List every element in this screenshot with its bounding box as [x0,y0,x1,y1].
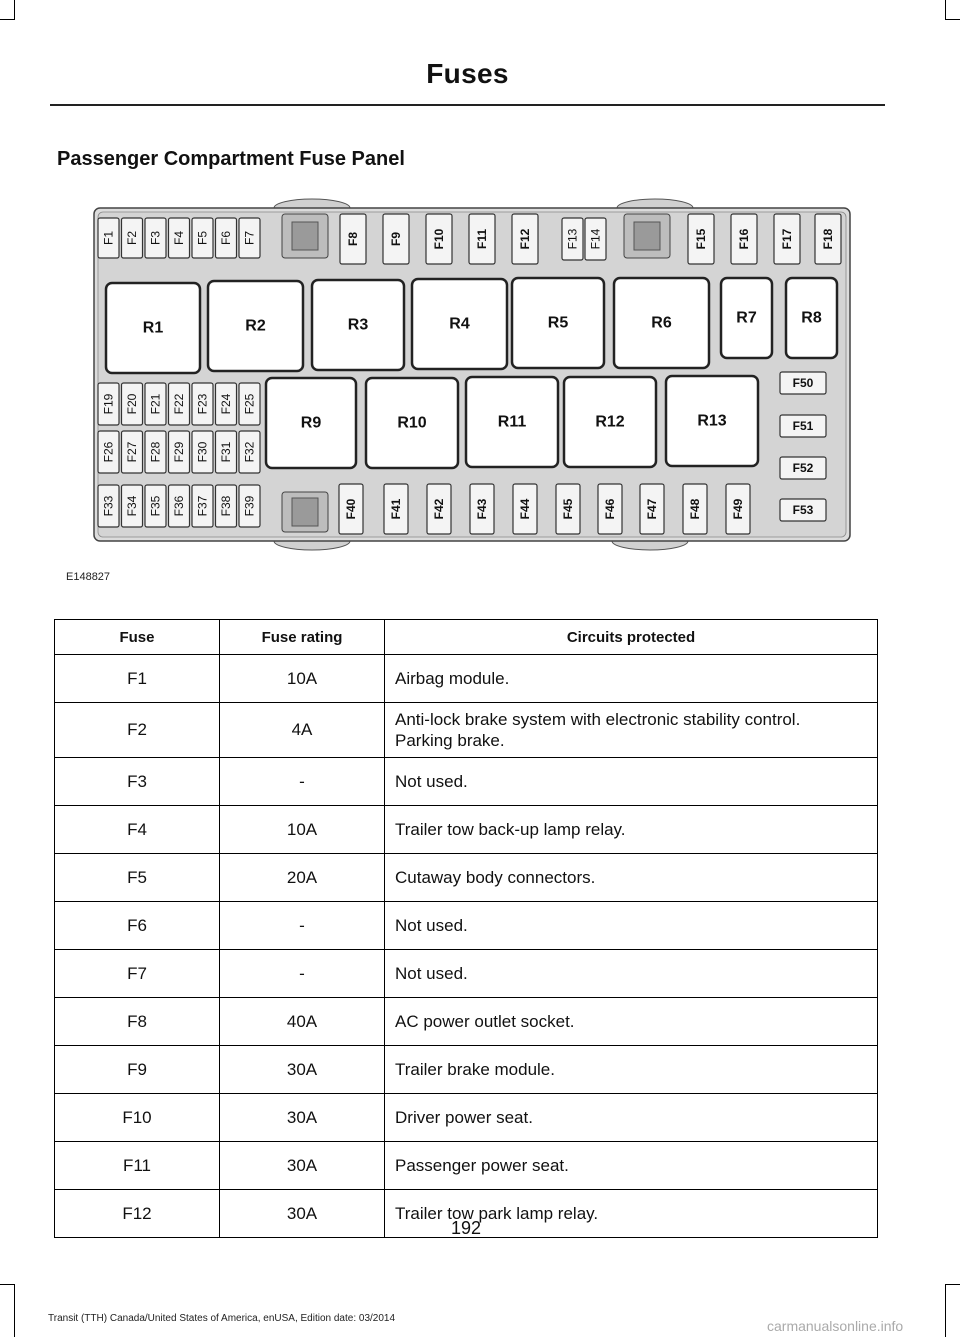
fuse-label: F3 [148,230,163,246]
relay-label: R10 [397,414,427,432]
fuse-label: F8 [346,231,360,247]
table-row [55,1046,878,1094]
relay-label: R2 [245,317,266,335]
circuits-cell [385,1046,878,1094]
fuse-label: F6 [219,230,233,246]
fuse-label: F51 [792,419,814,433]
relay-label: R9 [300,414,322,432]
fuse-label: F53 [792,503,814,517]
fuse-label: F12 [518,228,532,250]
fuse-label: F10 [432,228,446,250]
rating-cell: 30A [220,1142,385,1190]
fuse-label: F9 [389,231,403,247]
fuse-label: F14 [588,228,603,250]
fuse-label: F11 [475,228,489,250]
fuse-label: F7 [242,230,257,246]
fuse-cell: F8 [55,998,220,1046]
relay-label: R8 [801,309,822,327]
rating-cell: 20A [220,854,385,902]
fuse-cell: F12 [55,1190,220,1238]
fuse-label: F42 [432,498,446,520]
column-header-fuse-rating: Fuse rating [220,620,385,655]
column-header-circuits-protected: Circuits protected [385,620,878,655]
circuit-text: Not used. [395,964,468,983]
fuse-label: F29 [172,441,186,463]
fuse-label: F41 [389,498,403,520]
fuse-label: F36 [172,495,186,517]
table-row [55,655,878,703]
circuits-cell [385,950,878,998]
fuse-label: F4 [172,230,186,246]
table-row [55,703,878,758]
fuse-label: F45 [561,498,575,520]
fuse-label: F32 [242,441,257,463]
fuse-label: F13 [565,228,580,250]
relay-label: R11 [497,413,527,431]
relay-label: R4 [449,315,470,333]
table-row [55,998,878,1046]
table-row [55,1094,878,1142]
fuse-label: F46 [603,498,617,520]
fuse-cell: F5 [55,854,220,902]
fuse-label: F52 [792,461,814,475]
fuse-label: F25 [242,393,257,415]
fuse-label: F15 [694,228,708,250]
fuse-label: F35 [148,495,163,517]
circuit-text: Passenger power seat. [395,1156,569,1175]
fuse-label: F50 [792,376,814,390]
table-row [55,1142,878,1190]
relay-label: R12 [595,413,625,431]
fuse-label: F30 [195,441,210,463]
rating-cell: - [220,950,385,998]
circuit-text: Anti-lock brake system with electronic stability control. [395,710,801,729]
circuit-text: Parking brake. [395,731,505,750]
rating-cell: 30A [220,1094,385,1142]
rating-cell: 30A [220,1046,385,1094]
fuse-label: F20 [125,393,139,415]
fuse-label: F49 [731,498,745,520]
fuse-label: F26 [101,441,116,463]
fuse-label: F19 [101,393,116,415]
fuse-label: F38 [219,495,233,517]
section-title: Passenger Compartment Fuse Panel [57,148,405,170]
fuse-label: F37 [195,495,210,517]
circuit-text: Not used. [395,916,468,935]
circuits-cell [385,1094,878,1142]
fuse-cell: F3 [55,758,220,806]
fuse-label: F48 [688,498,702,520]
fuse-label: F1 [101,230,116,246]
circuit-text: Cutaway body connectors. [395,868,596,887]
circuits-cell [385,758,878,806]
rating-cell: 30A [220,1190,385,1238]
fuse-label: F31 [219,441,233,463]
table-row [55,854,878,902]
rating-cell: 10A [220,655,385,703]
fuse-label: F33 [101,495,116,517]
circuits-cell [385,998,878,1046]
fuse-label: F16 [737,228,751,250]
fuse-cell: F11 [55,1142,220,1190]
table-row [55,902,878,950]
fuse-label: F39 [242,495,257,517]
fuse-label: F43 [475,498,489,520]
circuit-text: Trailer brake module. [395,1060,555,1079]
rating-cell: 40A [220,998,385,1046]
relay-label: R5 [547,314,569,332]
circuit-text: Driver power seat. [395,1108,533,1127]
relay-label: R7 [736,309,757,327]
fuse-label: F28 [148,441,163,463]
circuit-text: Trailer tow back-up lamp relay. [395,820,626,839]
circuit-text: Not used. [395,772,468,791]
fuse-cell: F2 [55,703,220,758]
circuits-cell [385,854,878,902]
fuse-label: F47 [645,498,659,520]
watermark: carmanualsonline.info [767,1318,904,1334]
rating-cell: 10A [220,806,385,854]
circuit-text: Trailer tow park lamp relay. [395,1204,599,1223]
relay-label: R3 [347,316,369,334]
rating-cell: - [220,758,385,806]
fuse-cell: F4 [55,806,220,854]
table-row [55,758,878,806]
column-header-fuse: Fuse [55,620,220,655]
circuits-cell [385,806,878,854]
fuse-label: F27 [125,441,139,463]
circuits-cell [385,1142,878,1190]
circuits-cell [385,655,878,703]
fuse-label: F23 [195,393,210,415]
circuits-cell [385,902,878,950]
circuit-text: Airbag module. [395,669,510,688]
circuit-text: AC power outlet socket. [395,1012,575,1031]
fuse-label: F2 [125,230,139,246]
table-row [55,806,878,854]
figure-id: E148827 [66,571,111,583]
rating-cell: - [220,902,385,950]
relay-label: R1 [142,319,164,337]
fuse-cell: F10 [55,1094,220,1142]
fuse-label: F17 [780,228,794,250]
fuse-label: F5 [195,230,210,246]
relay-label: R13 [697,412,727,430]
fuse-cell: F7 [55,950,220,998]
fuse-cell: F9 [55,1046,220,1094]
fuse-label: F34 [125,495,139,517]
fuse-label: F21 [148,393,163,415]
footer-text: Transit (TTH) Canada/United States of America, enUSA, Edition date: 03/2014 [48,1313,396,1324]
page-header: Fuses [426,58,509,89]
fuse-label: F24 [219,393,233,415]
table-header-row [55,620,878,655]
fuse-label: F18 [821,228,835,250]
fuse-table [54,619,878,1238]
fuse-label: F40 [344,498,358,520]
relay-label: R6 [651,314,672,332]
circuits-cell [385,703,878,758]
fuse-cell: F6 [55,902,220,950]
table-body [55,655,878,1238]
table-row [55,950,878,998]
page-number: 192 [450,1218,482,1238]
fuse-label: F22 [172,393,186,415]
fuse-cell: F1 [55,655,220,703]
rating-cell: 4A [220,703,385,758]
fuse-label: F44 [518,498,532,520]
